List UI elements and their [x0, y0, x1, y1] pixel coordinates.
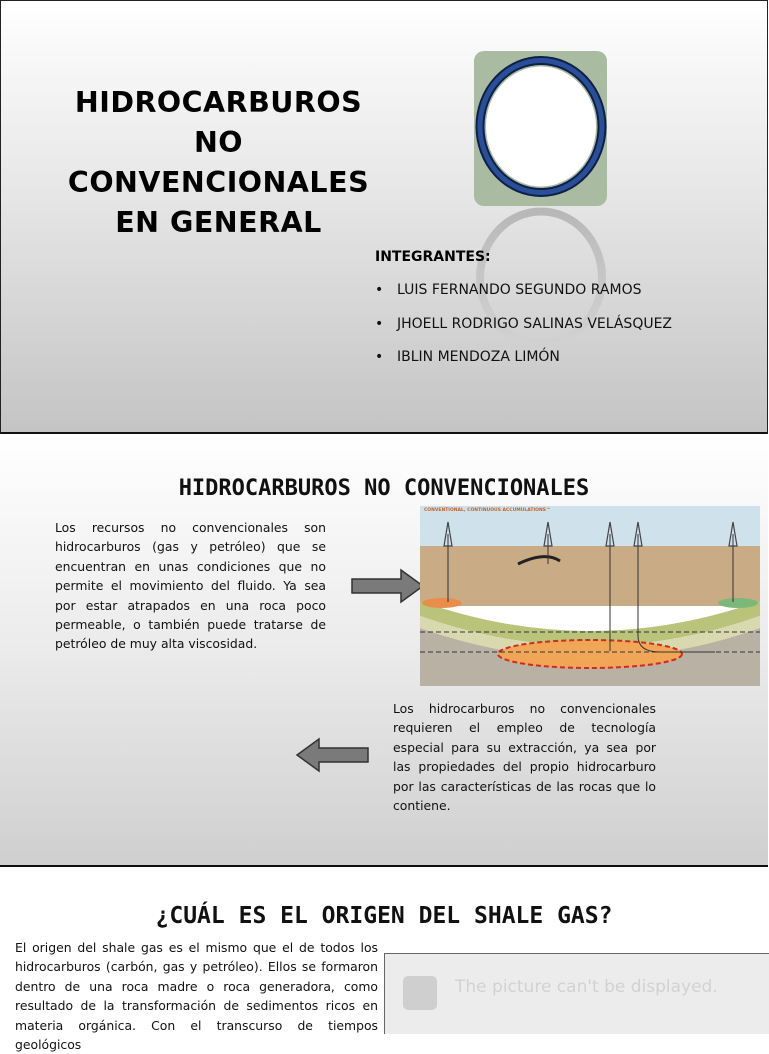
ring-graphic	[475, 55, 607, 198]
presentation-title	[41, 83, 396, 243]
member-name: LUIS FERNANDO SEGUNDO RAMOS	[397, 282, 642, 298]
placeholder-text: The picture can't be displayed.	[455, 977, 718, 997]
members-list	[375, 279, 672, 380]
title-line: HIDROCARBUROS	[74, 86, 363, 119]
arrow-left-icon	[295, 738, 369, 772]
definition-paragraph: Los recursos no convencionales son hidrocarburos (gas y petróleo) que se encuentran en unas condiciones que no permite el movimiento del fluido. Ya sea por estar atrapados en una roca poco permeable, o también puede tratarse de petróleo de muy alta viscosidad.	[55, 520, 326, 652]
member-name: JHOELL RODRIGO SALINAS VELÁSQUEZ	[397, 315, 673, 332]
diagram-caption: CONVENTIONAL, CONTINUOUS ACCUMULATIONS™	[424, 508, 551, 513]
list-item	[375, 279, 672, 313]
broken-image-icon	[403, 976, 437, 1010]
arrow-right-icon	[351, 569, 425, 603]
geology-diagram	[420, 506, 760, 686]
title-line: CONVENCIONALES	[67, 166, 370, 199]
bullet-icon: •	[375, 349, 384, 365]
title-slide	[0, 0, 768, 434]
bullet-icon: •	[375, 315, 384, 332]
slide-heading: HIDROCARBUROS NO CONVENCIONALES	[178, 476, 590, 501]
origin-slide	[0, 867, 768, 1053]
member-name: IBLIN MENDOZA LIMÓN	[397, 349, 560, 365]
bullet-icon: •	[375, 282, 384, 298]
members-heading: INTEGRANTES:	[375, 249, 491, 265]
title-line: NO	[193, 126, 244, 159]
technology-paragraph: Los hidrocarburos no convencionales requieren el empleo de tecnología especial para su extracción, ya sea por las propiedades del propio hidrocarburo por las características de las rocas que lo contiene.	[393, 701, 656, 814]
image-placeholder	[384, 953, 769, 1034]
unconventional-slide	[0, 434, 768, 867]
slide-heading: ¿CUÁL ES EL ORIGEN DEL SHALE GAS?	[155, 903, 613, 929]
origin-paragraph: El origen del shale gas es el mismo que el de todos los hidrocarburos (carbón, gas y petróleo). Ellos se formaron dentro de una roca madre o roca generadora, como resultado de la transformación de sedimentos ricos en materia orgánica. Con el transcurso de tiempos geológicos	[15, 940, 378, 1053]
title-line: EN GENERAL	[115, 206, 322, 239]
list-item	[375, 346, 672, 380]
list-item	[375, 313, 672, 347]
